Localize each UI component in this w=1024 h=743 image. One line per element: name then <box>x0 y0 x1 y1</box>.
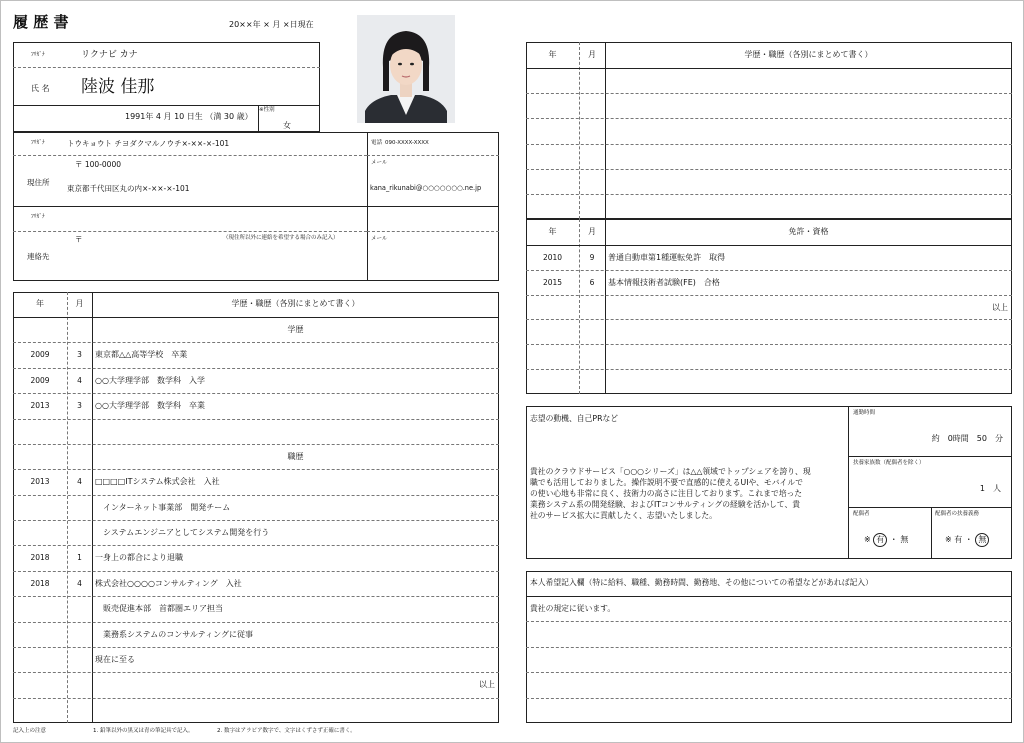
history-row-divider <box>13 368 499 369</box>
name-label: 氏 名 <box>31 84 50 93</box>
contact-divider <box>13 206 499 207</box>
portrait-image <box>357 15 455 123</box>
commute-label: 通勤時間 <box>853 410 876 416</box>
history-text: ○○大学理学部 数学科 入学 <box>95 375 205 385</box>
requests-header-divider <box>526 596 1012 597</box>
history-year: 2018 <box>30 553 50 563</box>
support-prefix: ※ <box>945 535 952 544</box>
history-row-divider <box>13 419 499 420</box>
history-row-divider <box>13 342 499 343</box>
history-row-divider <box>13 647 499 648</box>
history-month: 4 <box>77 375 82 385</box>
history2-header-divider <box>526 68 1012 69</box>
birth-divider <box>13 105 320 106</box>
support-yes: 有 <box>954 535 963 544</box>
contact-furigana-divider <box>13 231 367 232</box>
history-col-year: 年 <box>36 299 44 308</box>
mail-label: メール <box>371 160 388 166</box>
license-row-divider <box>526 319 1012 320</box>
history-year: 2013 <box>30 477 50 487</box>
resume-title: 履 歴 書 <box>13 13 69 31</box>
license-text: 普通自動車第1種運転免許 取得 <box>608 253 726 262</box>
history-row-divider <box>13 622 499 623</box>
history-col-content: 学歴・職歴（各別にまとめて書く） <box>231 299 360 308</box>
licenses-col-month: 月 <box>588 227 596 236</box>
history-text: インターネット事業部 開発チーム <box>95 502 231 512</box>
spouse-support-label: 配偶者の扶養義務 <box>935 511 980 517</box>
license-text: 基本情報技術者試験(FE) 合格 <box>608 277 720 287</box>
contact-note: （現住所以外に連絡を希望する場合のみ記入） <box>223 235 339 241</box>
furigana-label: ﾌﾘｶﾞﾅ <box>31 52 45 58</box>
contact-postal: 〒 <box>75 235 83 244</box>
history-col-month: 月 <box>75 299 84 308</box>
history-header-divider <box>13 317 499 318</box>
commute-divider <box>848 456 1012 457</box>
phone-divider <box>367 155 499 156</box>
license-row-divider <box>526 270 1012 271</box>
history2-row-divider <box>526 169 1012 170</box>
furigana-divider <box>13 67 320 68</box>
history-row-divider <box>13 698 499 699</box>
footer-label: 記入上の注意 <box>13 728 47 734</box>
support-no-circled: 無 <box>975 533 989 547</box>
history-row-divider <box>13 520 499 521</box>
history2-row-divider <box>526 194 1012 195</box>
history-text: 株式会社○○○○コンサルティング 入社 <box>95 578 242 588</box>
portrait-photo <box>357 15 455 123</box>
date-line: 20××年 × 月 ×日現在 <box>229 20 314 29</box>
history-row-divider <box>13 571 499 572</box>
address-furigana-divider <box>13 155 367 156</box>
motivation-line: の使い心地も非常に良く、技術力の高さに注目しております。これまで培った <box>530 489 803 498</box>
dependents-label: 扶養家族数（配偶者を除く） <box>853 460 925 466</box>
address-text: 東京都千代田区丸の内×-××-×-101 <box>67 184 190 193</box>
contact-furigana-label: ﾌﾘｶﾞﾅ <box>31 214 45 220</box>
history-row-divider <box>13 444 499 445</box>
history-text: システムエンジニアとしてシステム開発を行う <box>95 528 270 537</box>
dependents-count: 1 人 <box>979 484 1001 493</box>
request-line-divider <box>526 647 1012 648</box>
address-furigana-label: ﾌﾘｶﾞﾅ <box>31 140 45 146</box>
request-line-divider <box>526 698 1012 699</box>
history2-col-year: 年 <box>548 50 557 59</box>
history2-col-content: 学歴・職歴（各別にまとめて書く） <box>744 50 873 59</box>
footer-note-2: 2. 数字はアラビア数字で、文字はくずさず正確に書く。 <box>217 728 356 734</box>
license-row-divider <box>526 369 1012 370</box>
license-month: 9 <box>589 253 595 262</box>
licenses-col-content: 免許・資格 <box>788 227 829 236</box>
history-text: 現在に至る <box>95 654 135 664</box>
history-row-divider <box>13 393 499 394</box>
license-text: 以上 <box>992 302 1008 312</box>
phone-number: 090-XXXX-XXXX <box>385 140 429 146</box>
history-month: 4 <box>77 578 82 588</box>
spouse-yes-circled: 有 <box>873 533 887 547</box>
motivation-line: 社のサービス拡大に貢献したく、志望いたしました。 <box>530 511 717 520</box>
spouse-choice <box>864 533 908 547</box>
request-line-divider <box>526 672 1012 673</box>
history-year: 2013 <box>30 401 50 411</box>
support-choice <box>945 533 989 547</box>
history-month: 3 <box>77 350 82 360</box>
history-year: 2018 <box>30 578 50 588</box>
motivation-side-divider <box>848 406 849 559</box>
footer-note-1: 1. 鉛筆以外の黒又は青の筆記具で記入。 <box>93 728 194 734</box>
address-label: 現住所 <box>27 178 50 187</box>
history-row-divider <box>13 672 499 673</box>
name-furigana: リクナビ カナ <box>81 50 138 60</box>
requests-label: 本人希望記入欄（特に給料、職種、勤務時間、勤務地、その他についての希望などがあれば記入） <box>530 578 873 587</box>
history-row-divider <box>13 495 499 496</box>
commute-time: 約 0時間 50 分 <box>931 434 1003 443</box>
request-line-divider <box>526 621 1012 622</box>
history-row-divider <box>13 545 499 546</box>
history2-row-divider <box>526 93 1012 94</box>
motivation-line: 業務システム系の開発経験、およびITコンサルティングの経験を活かして、貴 <box>530 500 801 509</box>
licenses-col-year: 年 <box>548 227 557 236</box>
license-row-divider <box>526 344 1012 345</box>
motivation-text <box>530 466 846 521</box>
spouse-prefix: ※ <box>864 535 871 544</box>
history-month: 1 <box>77 553 82 563</box>
license-year: 2015 <box>542 277 563 287</box>
history-month: 3 <box>77 401 82 411</box>
license-year: 2010 <box>542 253 563 262</box>
history-year: 2009 <box>30 375 50 385</box>
motivation-label: 志望の動機、自己PRなど <box>530 414 619 423</box>
contact-right-divider <box>367 231 499 232</box>
mail-address: kana_rikunabi@○○○○○○○.ne.jp <box>370 184 482 192</box>
history-row-divider <box>13 469 499 470</box>
history2-col-month: 月 <box>588 50 596 59</box>
phone-label: 電話 <box>371 140 383 146</box>
history-text: ○○大学理学部 数学科 卒業 <box>95 401 205 411</box>
license-month: 6 <box>589 277 595 287</box>
spouse-divider <box>931 507 932 559</box>
address-furigana: トウキョウト チヨダクマルノウチ×-××-×-101 <box>67 139 230 148</box>
history-text: 販売促進本部 首都圏エリア担当 <box>95 604 223 614</box>
dependents-divider <box>848 507 1012 508</box>
history-text: 一身上の都合により退職 <box>95 553 183 563</box>
history-text: 以上 <box>479 680 495 690</box>
history-month: 4 <box>77 477 82 487</box>
history-text: 東京都△△高等学校 卒業 <box>95 350 188 360</box>
motivation-line: 貴社のクラウドサービス「○○○シリーズ」は△△領域でトップシェアを誇り、現 <box>530 467 811 476</box>
license-row-divider <box>526 295 1012 296</box>
history2-row-divider <box>526 144 1012 145</box>
contact-label: 連絡先 <box>27 252 50 261</box>
licenses-header-divider <box>526 245 1012 246</box>
birth-date: 1991年 4 月 10 日生 （満 30 歳） <box>125 112 253 121</box>
contact-mail-label: メール <box>371 236 388 242</box>
history-row-divider <box>13 596 499 597</box>
spouse-no: 無 <box>900 535 909 544</box>
spouse-dot: ・ <box>889 535 898 544</box>
applicant-name: 陸波 佳那 <box>81 77 155 97</box>
sex-label: ※性別 <box>259 107 275 113</box>
history-text: 職歴 <box>287 451 304 461</box>
postal-code: 〒 100-0000 <box>75 160 121 169</box>
history-year: 2009 <box>30 350 50 360</box>
history2-row-divider <box>526 118 1012 119</box>
spouse-label: 配偶者 <box>853 511 870 517</box>
support-dot: ・ <box>964 535 973 544</box>
history-text: □□□□ITシステム株式会社 入社 <box>95 477 220 487</box>
history-text: 学歴 <box>287 325 304 334</box>
motivation-line: 職でも活用しておりました。操作説明不要で直感的に使えるUIや、モバイルで <box>530 478 803 487</box>
history-month-divider <box>92 292 93 723</box>
requests-text: 貴社の規定に従います。 <box>530 604 616 613</box>
history-text: 業務系システムのコンサルティングに従事 <box>95 629 253 639</box>
sex-value: 女 <box>283 121 291 130</box>
